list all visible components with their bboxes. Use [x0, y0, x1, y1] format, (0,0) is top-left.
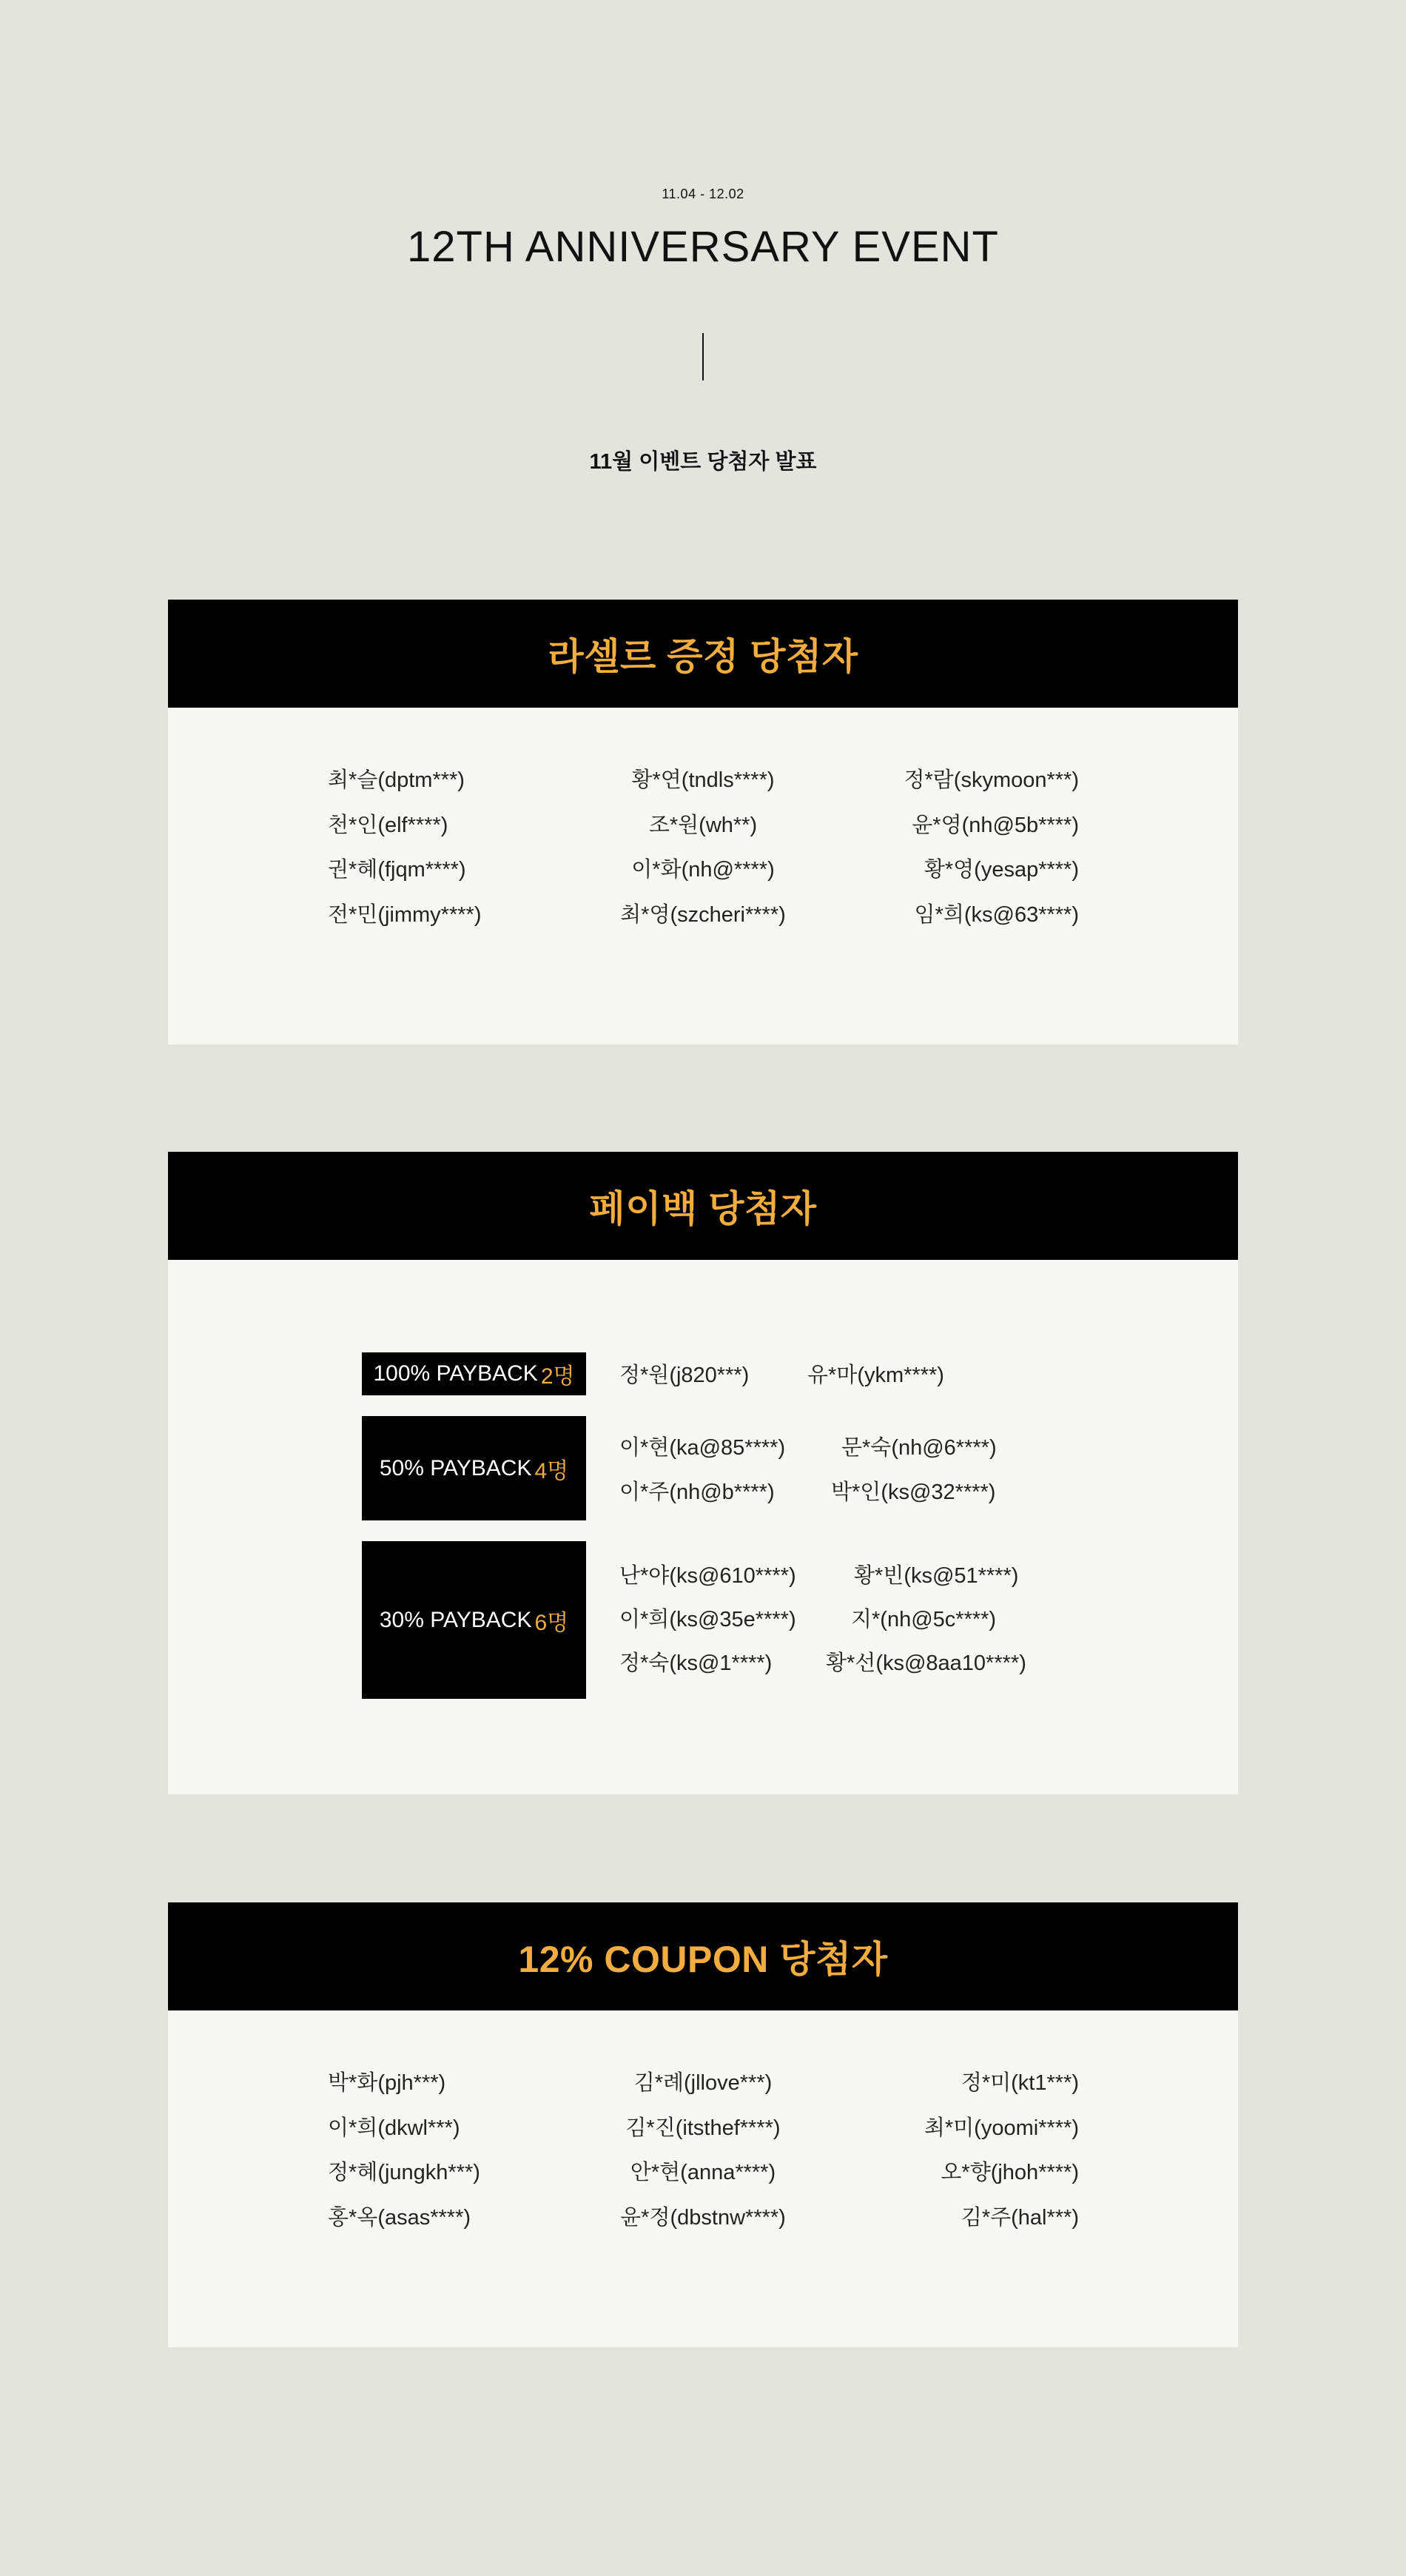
- winner-name: 이*화(nh@****): [631, 858, 775, 882]
- payback-section-header: [168, 1152, 1238, 1260]
- payback-tier-label: [362, 1352, 586, 1395]
- payback-tier-name: 50% PAYBACK: [379, 1455, 532, 1480]
- winner-name: 권*혜(fjqm****): [328, 858, 466, 882]
- payback-tier-count: 4명: [534, 1458, 569, 1483]
- winner-name: 문*숙(nh@6****): [841, 1436, 997, 1460]
- winner-name: 최*슬(dptm***): [328, 768, 465, 792]
- coupon-section-header: [168, 1902, 1238, 2010]
- winner-name: 안*현(anna****): [630, 2161, 776, 2185]
- winner-name: 지*(nh@5c****): [851, 1608, 997, 1631]
- payback-tier-name: 30% PAYBACK: [379, 1607, 532, 1632]
- event-title: 12TH ANNIVERSARY EVENT: [407, 223, 999, 271]
- winner-name: 이*주(nh@b****): [619, 1480, 775, 1504]
- winner-name: 황*영(yesap****): [924, 858, 1079, 882]
- winner-announcement-subtitle: 11월 이벤트 당첨자 발표: [589, 450, 817, 474]
- payback-tier-name: 100% PAYBACK: [373, 1361, 538, 1386]
- winner-name: 임*희(ks@63****): [914, 903, 1079, 928]
- winner-name: 홍*옥(asas****): [328, 2206, 471, 2230]
- winner-name: 박*인(ks@32****): [831, 1480, 996, 1504]
- winner-name: 정*숙(ks@1****): [619, 1651, 773, 1675]
- payback-tier-label: [362, 1416, 586, 1520]
- winner-name: 유*마(ykm****): [807, 1364, 944, 1387]
- payback-tier-30: [362, 1541, 1065, 1700]
- winner-name: 김*주(hal***): [961, 2206, 1079, 2230]
- lasselle-winner-grid: [168, 758, 1238, 950]
- winner-name: 최*미(yoomi****): [924, 2116, 1079, 2140]
- lasselle-section-header: [168, 600, 1238, 708]
- winner-name: 오*향(jhoh****): [941, 2161, 1079, 2185]
- payback-tier-count: 6명: [534, 1610, 569, 1635]
- winner-name: 황*빈(ks@51****): [854, 1564, 1019, 1588]
- winner-name: 정*혜(jungkh***): [328, 2161, 480, 2185]
- winner-name: 이*현(ka@85****): [619, 1436, 786, 1460]
- winner-name: 정*원(j820***): [619, 1364, 750, 1387]
- payback-tier-100: [362, 1352, 1065, 1397]
- coupon-winners-section: [168, 1902, 1238, 2347]
- winner-name: 황*선(ks@8aa10****): [826, 1651, 1026, 1675]
- payback-tier-count: 2명: [540, 1364, 575, 1389]
- payback-tier-label: [362, 1541, 586, 1699]
- winner-name: 윤*정(dbstnw****): [620, 2206, 786, 2230]
- coupon-section-title: 12% COUPON 당첨자: [518, 1939, 888, 1980]
- event-date-range: 11.04 - 12.02: [662, 187, 744, 201]
- winner-name: 천*인(elf****): [328, 813, 448, 837]
- winner-name: 최*영(szcheri****): [620, 903, 786, 928]
- winner-name: 박*화(pjh***): [328, 2071, 446, 2095]
- winner-name: 이*희(ks@35e****): [619, 1608, 796, 1631]
- lasselle-section-title: 라셀르 증정 당첨자: [548, 636, 858, 677]
- winner-name: 윤*영(nh@5b****): [912, 813, 1079, 837]
- payback-winners-section: [168, 1152, 1238, 1794]
- winner-name: 전*민(jimmy****): [328, 903, 482, 928]
- payback-section-title: 페이백 당첨자: [589, 1188, 817, 1230]
- payback-winner-line: [807, 1358, 944, 1389]
- payback-winner-line: [619, 1358, 749, 1389]
- lasselle-winners-section: [168, 600, 1238, 1044]
- winner-name: 정*람(skymoon***): [904, 768, 1079, 792]
- winner-name: 황*연(tndls****): [631, 768, 775, 792]
- title-divider: [702, 333, 704, 380]
- coupon-column-right: [783, 2061, 1079, 2241]
- winner-name: 정*미(kt1***): [961, 2071, 1079, 2095]
- coupon-winner-grid: [168, 2061, 1238, 2253]
- lasselle-column-right: [783, 758, 1079, 938]
- winner-name: 이*희(dkwl***): [328, 2116, 460, 2140]
- winner-name: 김*진(itsthef****): [625, 2116, 781, 2140]
- winner-name: 조*원(wh**): [648, 813, 758, 837]
- payback-tier-50: [362, 1416, 1065, 1521]
- winner-name: 난*야(ks@610****): [619, 1564, 796, 1588]
- winner-name: 김*례(jllove***): [633, 2071, 773, 2095]
